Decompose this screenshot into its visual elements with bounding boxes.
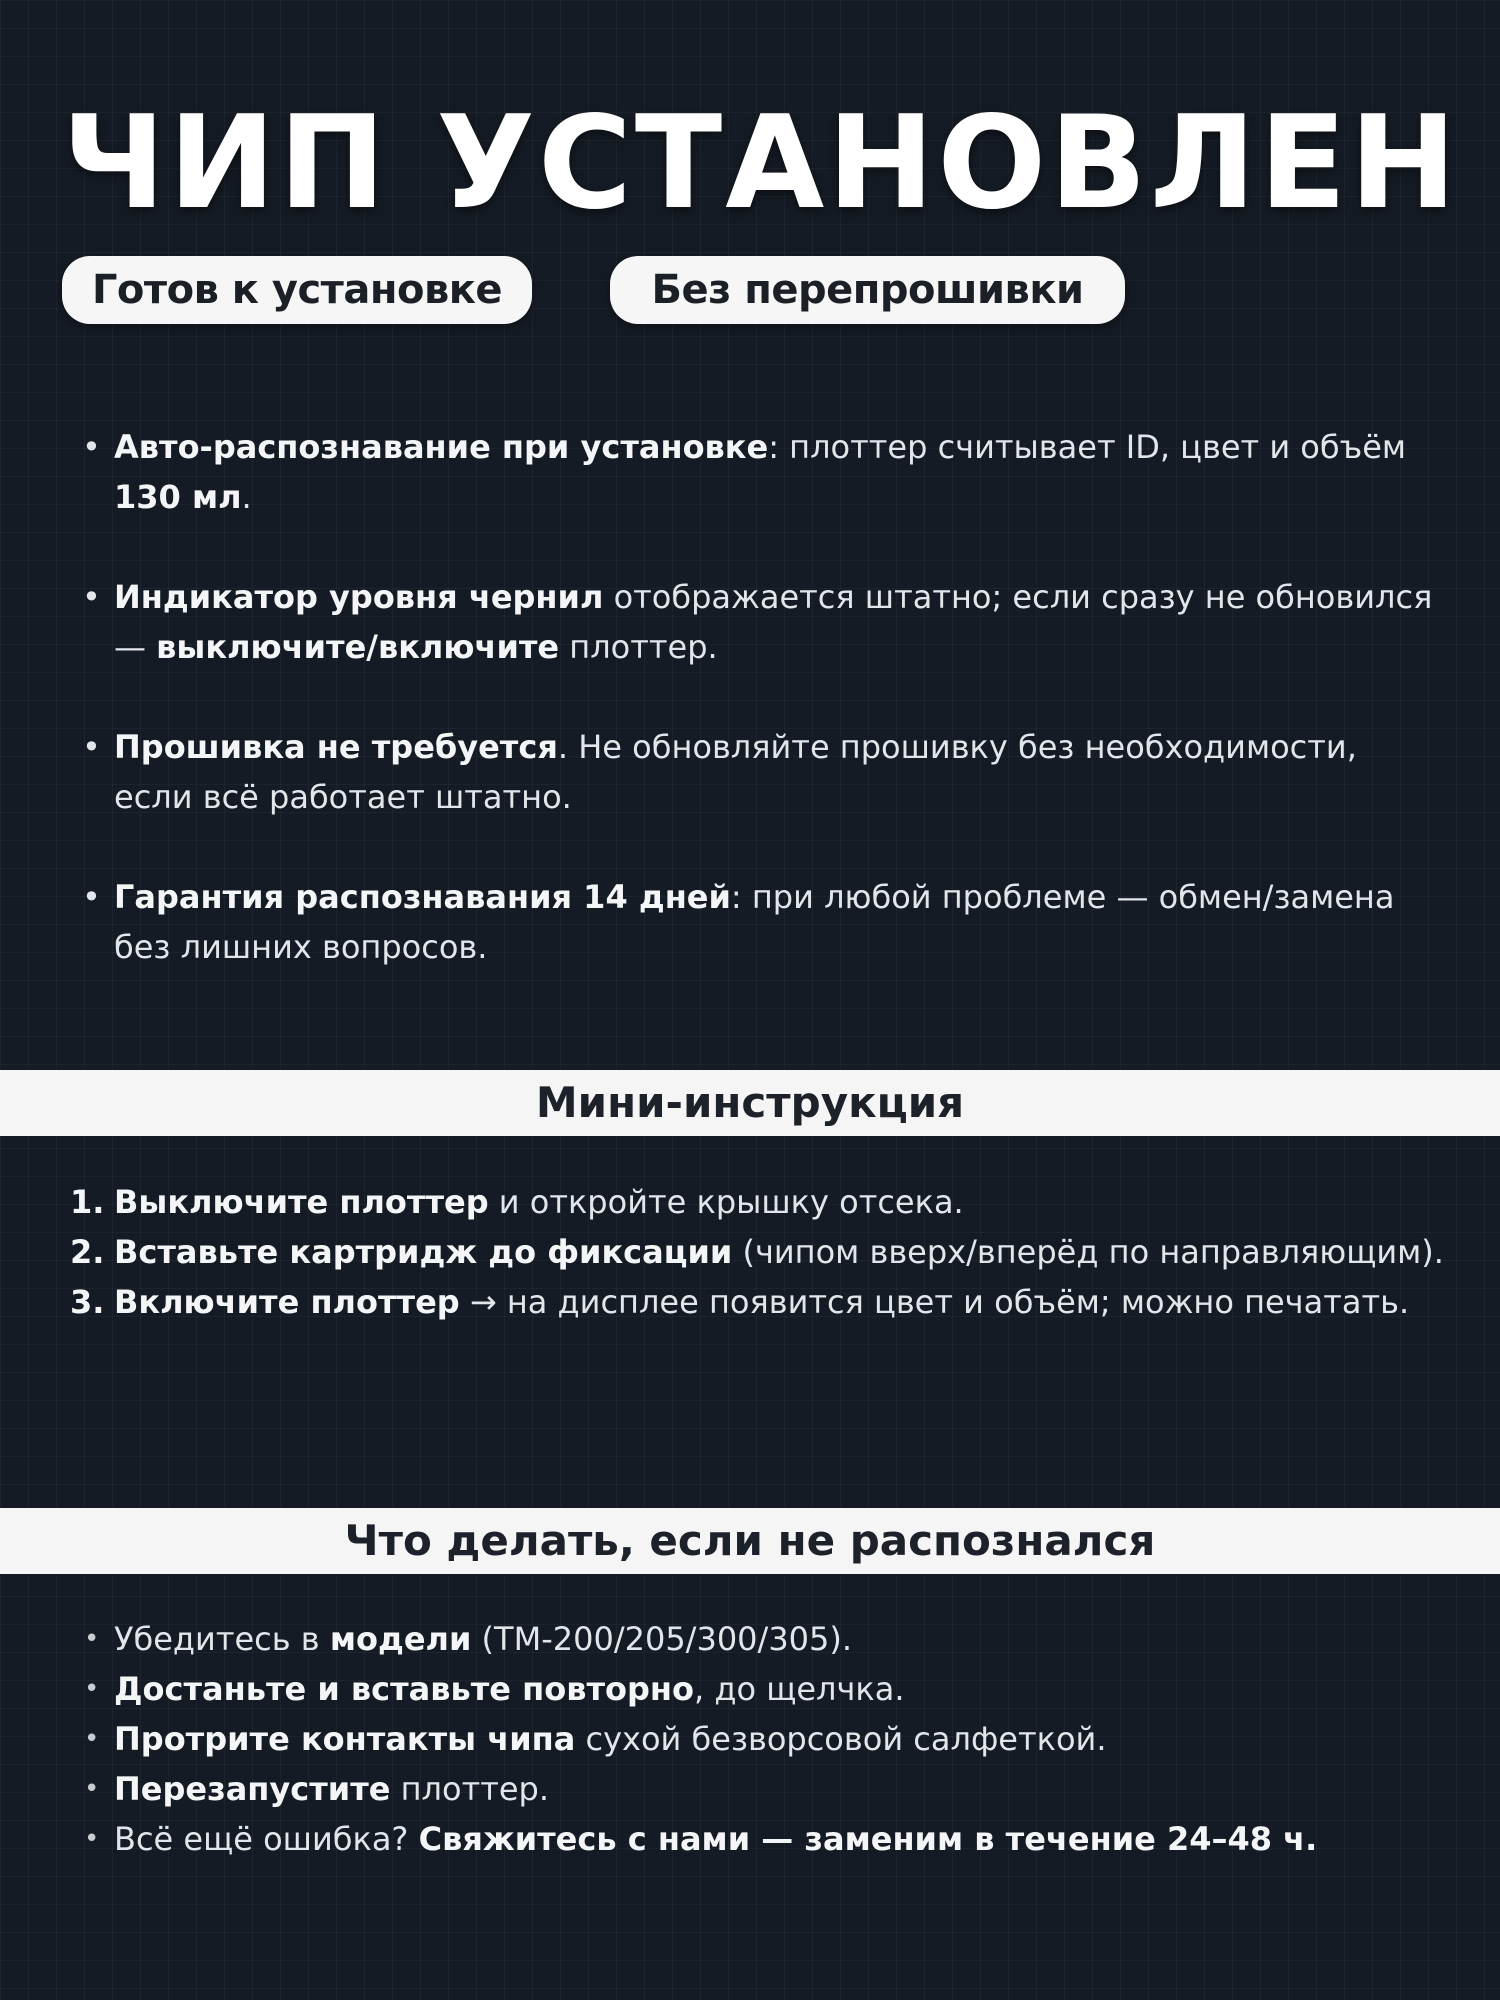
step-number: 2. [70, 1233, 105, 1271]
section-heading-troubleshooting: Что делать, если не распознался [0, 1508, 1500, 1574]
troubleshooting-item [82, 1664, 1462, 1714]
instruction-step [70, 1177, 1450, 1227]
badge-no-reflash: Без перепрошивки [610, 256, 1125, 324]
item-text: плоттер. [390, 1770, 550, 1808]
item-pre: Убедитесь в [114, 1620, 330, 1658]
step-text: и откройте крышку отсека. [488, 1183, 964, 1221]
step-bold: Вставьте картридж до фиксации [114, 1233, 733, 1271]
feature-text: : при любой проблеме — обмен/замена без лишних вопросов. [114, 878, 1395, 966]
item-bold: Перезапустите [114, 1770, 391, 1808]
item-bold: Свяжитесь с нами — заменим в течение 24–48 ч. [418, 1820, 1318, 1858]
feature-item-warranty [82, 872, 1442, 972]
troubleshooting-item [82, 1714, 1462, 1764]
item-text: (TM-200/205/300/305). [471, 1620, 853, 1658]
item-bold: модели [329, 1620, 472, 1658]
feature-text-2: . [241, 478, 252, 516]
instruction-step [70, 1227, 1450, 1277]
step-text: → на дисплее появится цвет и объём; можно печатать. [459, 1283, 1410, 1321]
feature-bold: Прошивка не требуется [114, 728, 558, 766]
step-text: (чипом вверх/вперёд по направляющим). [732, 1233, 1444, 1271]
feature-text: : плоттер считывает ID, цвет и объём [768, 428, 1407, 466]
feature-item-ink-level [82, 572, 1442, 672]
feature-bold-2: 130 мл [114, 478, 242, 516]
troubleshooting-item [82, 1764, 1462, 1814]
instruction-steps [70, 1177, 1450, 1327]
troubleshooting-item [82, 1614, 1462, 1664]
instruction-step [70, 1277, 1450, 1327]
troubleshooting-list [82, 1614, 1462, 1864]
item-text: , до щелчка. [694, 1670, 905, 1708]
feature-bold: Авто-распознавание при установке [114, 428, 769, 466]
item-bold: Достаньте и вставьте повторно [114, 1670, 694, 1708]
item-bold: Протрите контакты чипа [114, 1720, 576, 1758]
feature-text: отображается штатно; если сразу не обновился — [114, 578, 1433, 666]
feature-item-auto-recognition [82, 422, 1442, 522]
step-number: 3. [70, 1283, 105, 1321]
features-list [82, 422, 1442, 1022]
feature-item-firmware [82, 722, 1442, 822]
feature-bold: Гарантия распознавания 14 дней [114, 878, 731, 916]
section-heading-instructions: Мини-инструкция [0, 1070, 1500, 1136]
feature-bold: Индикатор уровня чернил [114, 578, 604, 616]
item-text: сухой безворсовой салфеткой. [575, 1720, 1107, 1758]
page-title: ЧИП УСТАНОВЛЕН [62, 89, 1460, 238]
step-bold: Включите плоттер [114, 1283, 460, 1321]
troubleshooting-item [82, 1814, 1462, 1864]
feature-bold-2: выключите/включите [156, 628, 560, 666]
item-pre: Всё ещё ошибка? [114, 1820, 419, 1858]
step-bold: Выключите плоттер [114, 1183, 489, 1221]
badge-ready-to-install: Готов к установке [62, 256, 532, 324]
feature-text: . Не обновляйте прошивку без необходимости, если всё работает штатно. [114, 728, 1357, 816]
step-number: 1. [70, 1183, 105, 1221]
feature-text-2: плоттер. [559, 628, 718, 666]
